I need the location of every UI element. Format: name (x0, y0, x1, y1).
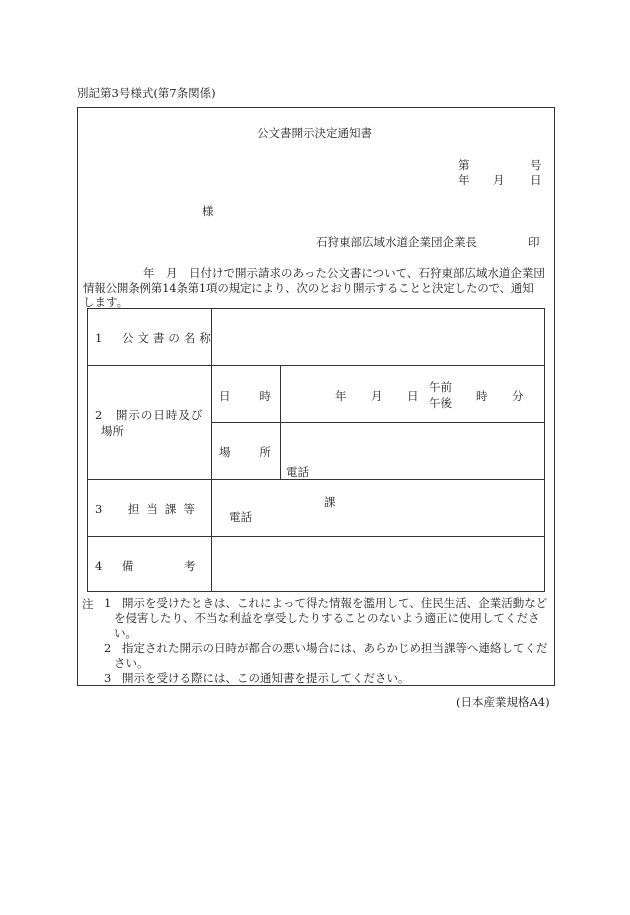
paper-spec: (日本産業規格A4) (456, 695, 550, 709)
table-rule-1 (87, 365, 545, 366)
note-1-number: 1 (104, 596, 112, 610)
section-phone-label: 電話 (229, 510, 252, 524)
datetime-hour: 時 (476, 389, 488, 403)
date-year: 年 (458, 173, 470, 187)
date-day: 日 (530, 173, 542, 187)
seal-mark: 印 (528, 235, 540, 249)
row-document-name-label: 1 公文書の名称 (95, 331, 215, 345)
number-dai: 第 (458, 158, 470, 172)
datetime-label: 日 時 (219, 389, 273, 403)
document-title: 公文書開示決定通知書 (257, 126, 372, 140)
note-3-text: 開示を受ける際には、この通知書を提示してください。 (122, 671, 410, 685)
body-line-2: 情報公開条例第14条第1項の規定により、次のとおり開示することと決定したので、通知 (83, 281, 534, 295)
body-line-1: 年 月 日付けで開示請求のあった公文書について、石狩東部広域水道企業団 (143, 266, 545, 280)
date-month: 月 (493, 173, 505, 187)
note-3-number: 3 (104, 671, 112, 685)
datetime-minute: 分 (512, 389, 524, 403)
row-datetime-place-label-2: 場所 (101, 424, 124, 438)
addressee-suffix: 様 (202, 204, 214, 218)
issuer-name: 石狩東部広域水道企業団企業長 (316, 235, 477, 249)
form-reference: 別記第3号様式(第7条関係) (77, 86, 216, 100)
table-subcol-divider (280, 365, 281, 479)
note-1-text: 開示を受けたときは、これによって得た情報を濫用して、住民生活、企業活動などを侵害したり、不当な利益を享受したりすることのないよう適正に使用してください。 (114, 596, 548, 640)
datetime-am: 午前 (429, 380, 452, 394)
table-col-divider (211, 308, 212, 592)
place-label: 場 所 (219, 445, 273, 459)
table-rule-2 (87, 479, 545, 480)
datetime-year: 年 (335, 389, 347, 403)
disclosure-table (87, 308, 545, 592)
table-rule-datetime (211, 422, 545, 423)
datetime-day: 日 (407, 389, 419, 403)
row-datetime-place-label: 2 開示の日時及び (95, 408, 204, 422)
notes-prefix: 注 (82, 597, 94, 611)
section-suffix: 課 (324, 495, 336, 509)
datetime-pm: 午後 (429, 396, 452, 410)
row-remarks-label: 4 備 考 (95, 559, 200, 573)
place-phone-label: 電話 (286, 465, 309, 479)
body-line-3: します。 (83, 295, 129, 309)
note-2-number: 2 (104, 641, 112, 655)
note-2-text: 指定された開示の日時が都合の悪い場合には、あらかじめ担当課等へ連絡してください。 (114, 641, 548, 670)
datetime-month: 月 (371, 389, 383, 403)
table-rule-3 (87, 536, 545, 537)
row-section-label: 3 担当課等 (95, 502, 202, 516)
number-go: 号 (530, 158, 542, 172)
